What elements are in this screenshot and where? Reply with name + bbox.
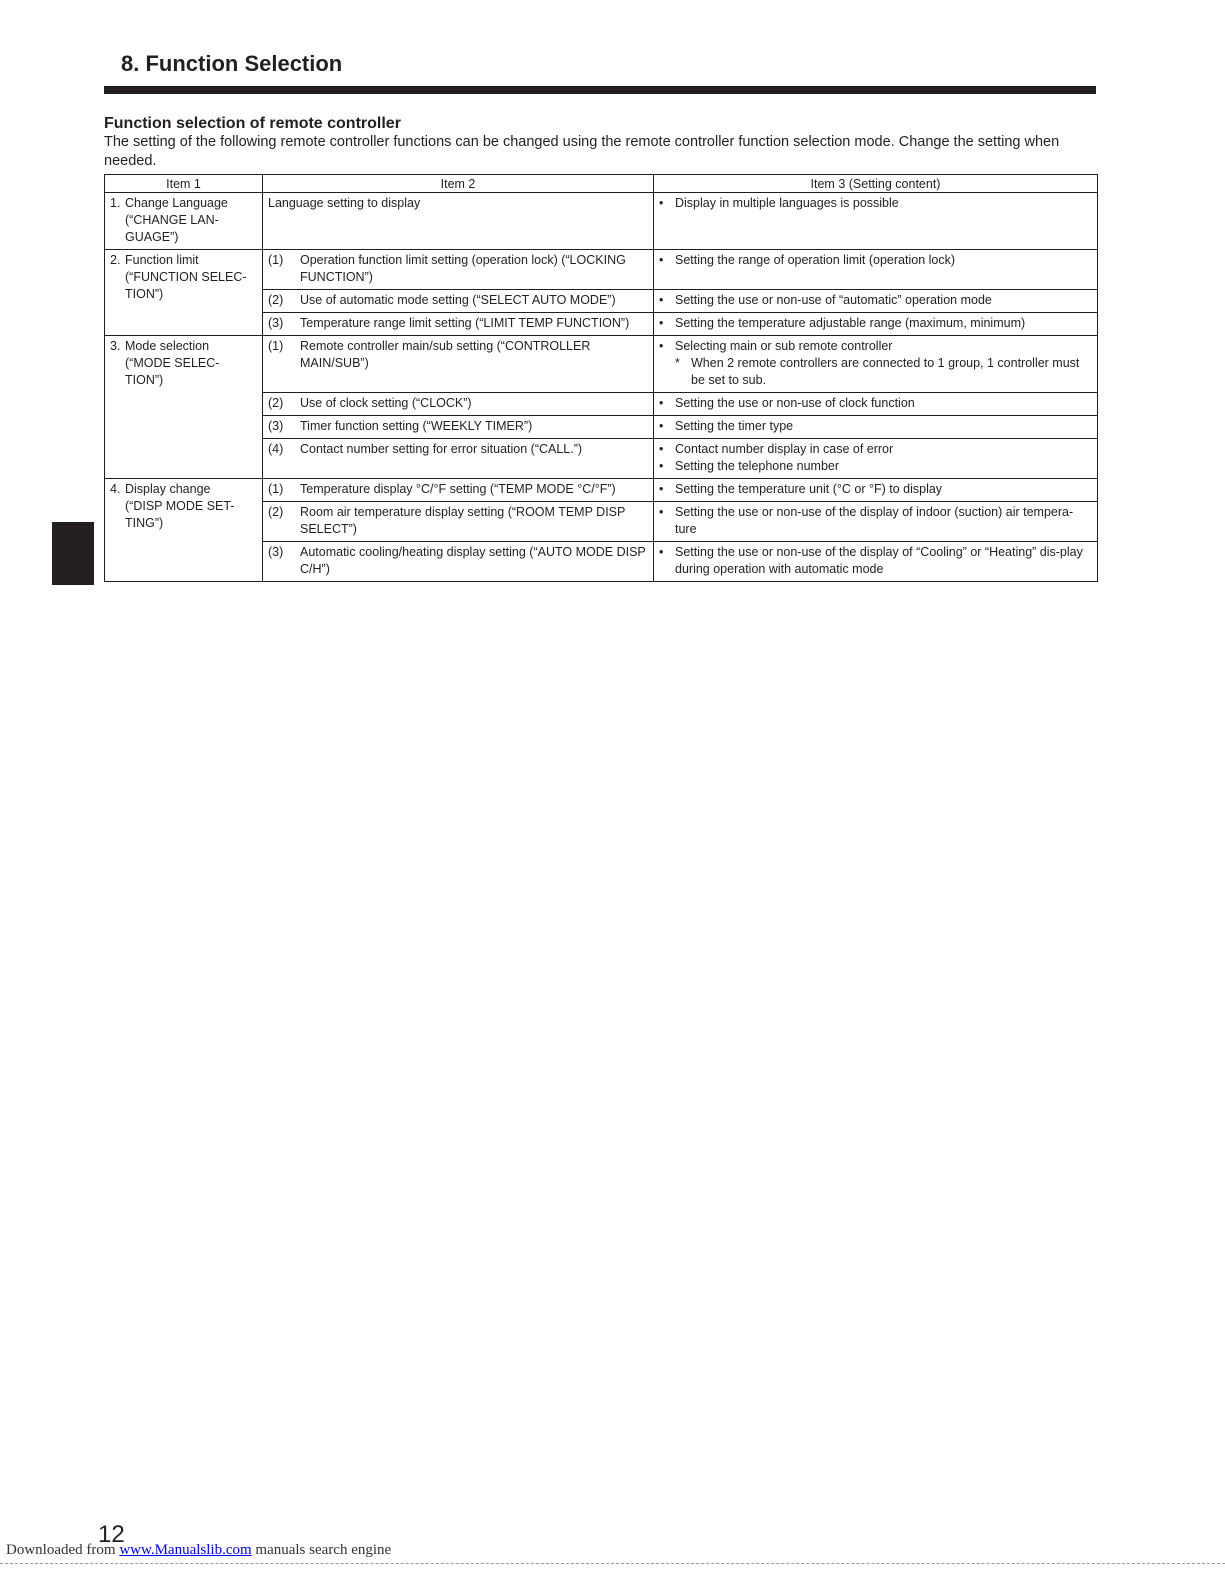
item3-cell [654, 336, 1098, 393]
setting-bullet [659, 395, 1092, 412]
item2-number: (1) [268, 253, 284, 267]
item1-cell [105, 479, 263, 582]
bullet-mark: • [659, 339, 664, 353]
bullet-mark: • [659, 396, 664, 410]
setting-text: Setting the temperature unit (°C or °F) to display [675, 482, 943, 496]
item3-cell [654, 250, 1098, 290]
item2-text: Remote controller main/sub setting (“CONTROLLER MAIN/SUB”) [300, 339, 591, 370]
item3-cell [654, 416, 1098, 439]
setting-bullet [659, 195, 1092, 212]
bullet-mark: • [659, 482, 664, 496]
item1-label: Display change [125, 482, 211, 496]
item1-label: Mode selection [125, 339, 210, 353]
item1-entry [110, 252, 257, 303]
item2-number: (4) [268, 442, 284, 456]
item3-cell [654, 193, 1098, 250]
bullet-mark: • [659, 293, 664, 307]
item2-cell [263, 502, 654, 542]
item2-number: (2) [268, 505, 284, 519]
item1-cell [105, 336, 263, 479]
item2-text: Temperature display °C/°F setting (“TEMP MODE °C/°F”) [300, 482, 616, 496]
item1-cell [105, 193, 263, 250]
setting-text: Setting the use or non-use of the display of indoor (suction) air tempera-ture [675, 505, 1074, 536]
setting-bullet [659, 418, 1092, 435]
setting-text: Contact number display in case of error [675, 442, 894, 456]
table-header-row [105, 175, 1098, 193]
footer-prefix: Downloaded from [6, 1542, 116, 1558]
item2-text: Use of automatic mode setting (“SELECT AUTO MODE”) [300, 293, 616, 307]
bullet-mark: • [659, 545, 664, 559]
setting-note [659, 355, 1092, 389]
item2-number: (1) [268, 482, 284, 496]
setting-bullet [659, 544, 1092, 578]
setting-text: Display in multiple languages is possible [675, 196, 899, 210]
title-rule [104, 86, 1096, 94]
note-text: When 2 remote controllers are connected to 1 group, 1 controller must be set to sub. [691, 356, 1080, 387]
setting-text: Setting the timer type [675, 419, 794, 433]
setting-text: Setting the use or non-use of clock function [675, 396, 915, 410]
item2-cell [263, 336, 654, 393]
item3-cell [654, 502, 1098, 542]
item2-cell [263, 479, 654, 502]
header-item1: Item 1 [105, 175, 263, 193]
footer-suffix: manuals search engine [255, 1542, 392, 1558]
item2-cell [263, 250, 654, 290]
item2-cell [263, 542, 654, 582]
item3-cell [654, 393, 1098, 416]
item2-cell [263, 416, 654, 439]
bullet-mark: • [659, 253, 664, 267]
item1-entry [110, 481, 257, 532]
bullet-mark: • [659, 196, 664, 210]
item1-cell [105, 250, 263, 336]
item1-entry [110, 338, 257, 389]
setting-bullet [659, 292, 1092, 309]
item1-label: Function limit [125, 253, 199, 267]
header-item3: Item 3 (Setting content) [654, 175, 1098, 193]
item1-number: 2. [110, 253, 121, 267]
item2-number: (3) [268, 419, 284, 433]
setting-bullet [659, 315, 1092, 332]
item2-cell [263, 439, 654, 479]
table-body [105, 193, 1098, 582]
item2-number: (3) [268, 545, 284, 559]
item2-cell [263, 193, 654, 250]
item2-text: Room air temperature display setting (“ROOM TEMP DISP SELECT”) [300, 505, 626, 536]
setting-bullet [659, 481, 1092, 498]
item2-cell [263, 393, 654, 416]
setting-bullet [659, 338, 1092, 355]
footer-rule [0, 1563, 1225, 1564]
item1-number: 4. [110, 482, 121, 496]
setting-text: Setting the telephone number [675, 459, 840, 473]
bullet-mark: • [659, 505, 664, 519]
item1-label: Change Language [125, 196, 228, 210]
item1-number: 3. [110, 339, 121, 353]
bullet-mark: • [659, 442, 664, 456]
item2-cell [263, 290, 654, 313]
setting-text: Setting the range of operation limit (operation lock) [675, 253, 956, 267]
table-row [105, 336, 1098, 393]
item1-code: (“FUNCTION SELEC-TION”) [125, 270, 247, 301]
item2-text: Contact number setting for error situation (“CALL.”) [300, 442, 583, 456]
item1-entry [110, 195, 257, 246]
header-item2: Item 2 [263, 175, 654, 193]
page-number: 12 [98, 1521, 125, 1548]
bullet-mark: • [659, 316, 664, 330]
item3-cell [654, 313, 1098, 336]
item2-number: (1) [268, 339, 284, 353]
item2-text: Operation function limit setting (operation lock) (“LOCKING FUNCTION”) [300, 253, 626, 284]
item2-number: (3) [268, 316, 284, 330]
item2-text: Temperature range limit setting (“LIMIT TEMP FUNCTION”) [300, 316, 630, 330]
setting-text: Selecting main or sub remote controller [675, 339, 893, 353]
table-row [105, 193, 1098, 250]
item3-cell [654, 479, 1098, 502]
item1-number: 1. [110, 196, 121, 210]
setting-bullet [659, 504, 1092, 538]
function-table [104, 174, 1098, 582]
item3-cell [654, 290, 1098, 313]
item1-code: (“CHANGE LAN-GUAGE”) [125, 213, 219, 244]
setting-bullet [659, 441, 1092, 458]
setting-text: Setting the use or non-use of “automatic” operation mode [675, 293, 992, 307]
item2-text: Automatic cooling/heating display setting (“AUTO MODE DISP C/H”) [300, 545, 646, 576]
section-title: 8. Function Selection [121, 51, 343, 76]
item3-cell [654, 439, 1098, 479]
footer [6, 1540, 391, 1560]
sub-heading: Function selection of remote controller [104, 115, 401, 132]
setting-text: Setting the temperature adjustable range (maximum, minimum) [675, 316, 1026, 330]
item2-cell [263, 313, 654, 336]
intro-paragraph: The setting of the following remote controller functions can be changed using the remote controller function selection mode. Change the setting when needed. [104, 134, 1060, 169]
item2-number: (2) [268, 293, 284, 307]
item1-code: (“MODE SELEC-TION”) [125, 356, 220, 387]
item2-text: Use of clock setting (“CLOCK”) [300, 396, 472, 410]
setting-bullet [659, 252, 1092, 269]
item1-code: (“DISP MODE SET-TING”) [125, 499, 235, 530]
side-tab-marker [52, 522, 94, 585]
setting-text: Setting the use or non-use of the display of “Cooling” or “Heating” dis-play during operation with automatic mode [675, 545, 1083, 576]
table-row [105, 479, 1098, 502]
footer-link[interactable]: www.Manualslib.com [119, 1542, 252, 1558]
bullet-mark: • [659, 419, 664, 433]
item2-text: Timer function setting (“WEEKLY TIMER”) [300, 419, 533, 433]
bullet-mark: • [659, 459, 664, 473]
item3-cell [654, 542, 1098, 582]
item2-text: Language setting to display [268, 196, 421, 210]
item2-number: (2) [268, 396, 284, 410]
table-row [105, 250, 1098, 290]
setting-bullet [659, 458, 1092, 475]
note-mark: * [675, 356, 680, 370]
